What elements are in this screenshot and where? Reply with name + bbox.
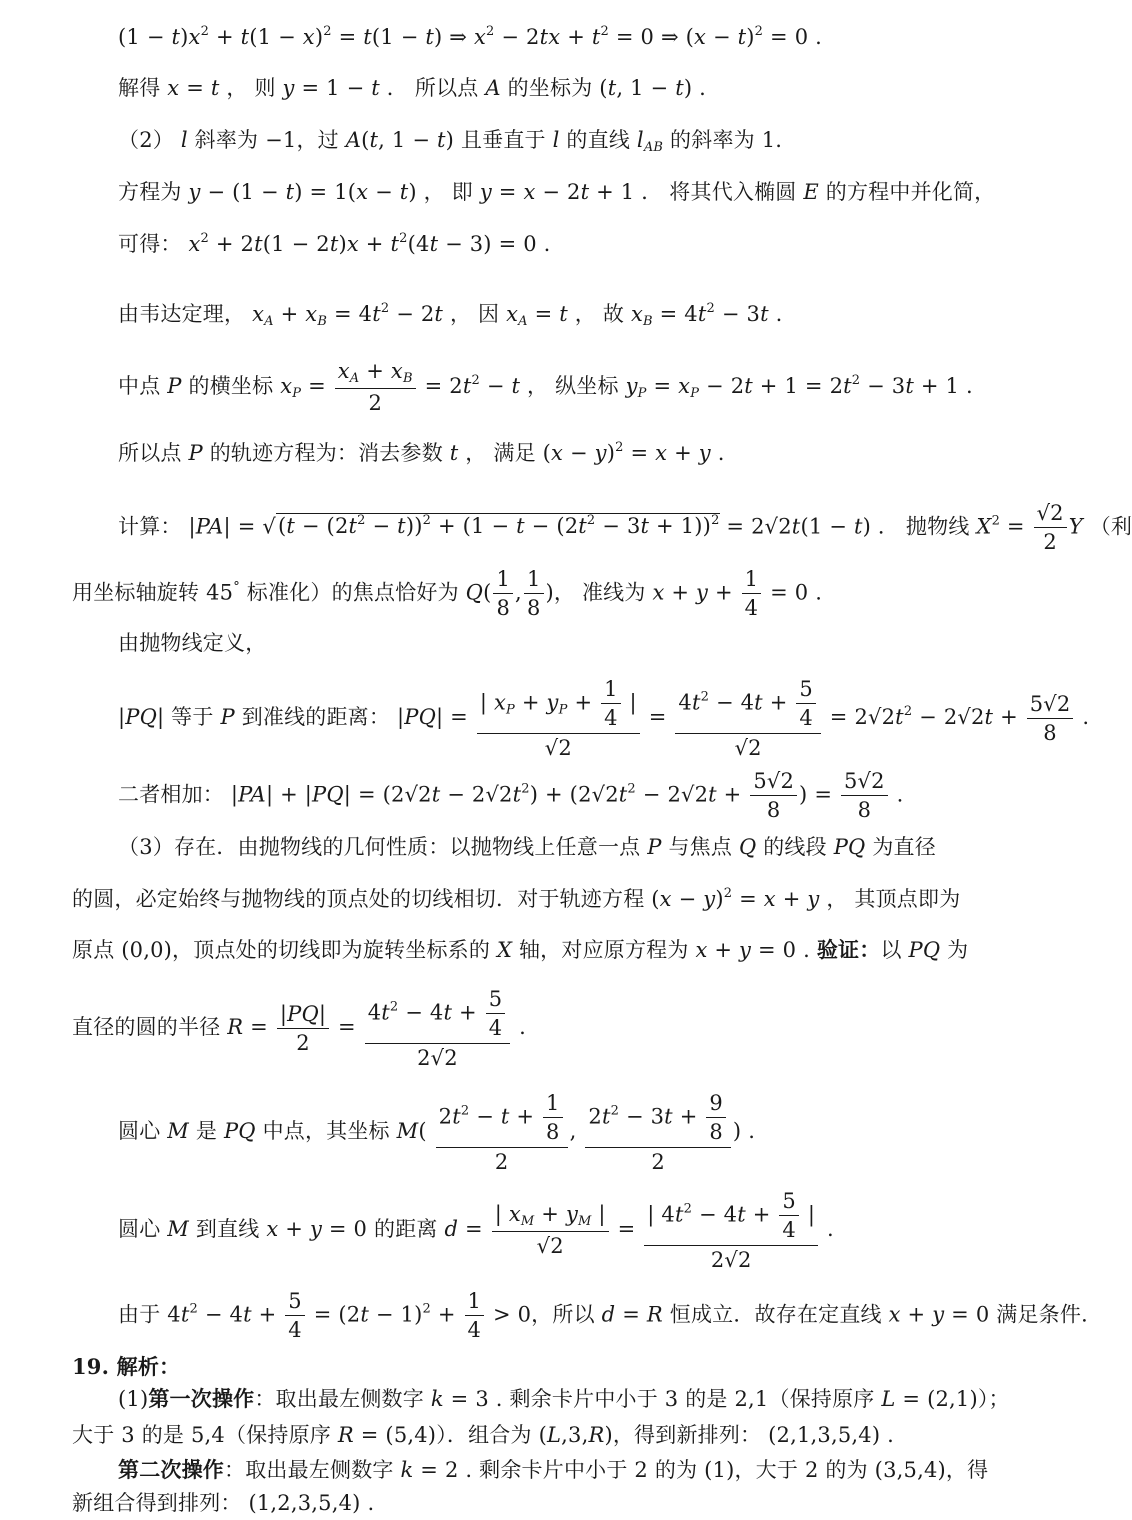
text-line: （3）存在．由抛物线的几何性质：以抛物线上任意一点 P 与焦点 Q 的线段 PQ 为直径 [118,835,936,859]
text-line: 的圆，必定始终与抛物线的顶点处的切线相切．对于轨迹方程 $(x - y)^2 = x + y$ ， 其顶点即为 [72,886,961,911]
text-line: 大于 3 的是 5,4（保持原序 R = (5,4)）．组合为 (L,3,R)，得到新排列： (2,1,3,5,4) . [72,1423,894,1447]
text-line: 所以点 P 的轨迹方程为：消去参数 t ， 满足 $(x - y)^2 = x + y$ . [118,440,725,465]
text-line: 原点 (0,0)，顶点处的切线即为旋转坐标系的 X 轴，对应原方程为 x + y = 0 . 验证：以 PQ 为 [72,937,969,962]
text-line: 由抛物线定义， [118,631,267,655]
text-line: 方程为 y − (1 − t) = 1(x − t) ， 即 y = x − 2t + 1 ． 将其代入椭圆 E 的方程中并化简， [118,180,996,204]
text-line: 第二次操作：取出最左侧数字 k = 2 . 剩余卡片中小于 2 的为 (1)，大于 2 的为 (3,5,4)，得 [118,1457,989,1482]
equation-line: $(1 - t)x^2 + t(1 - x)^2 = t(1 - t)$ ⇒ $x^2 - 2tx + t^2 = 0$ ⇒ $(x - t)^2 = 0$ . [118,24,823,49]
text-line: 由韦达定理， $x_A + x_B = 4t^2 - 2t$ ， 因 $x_A = t$ ， 故 $x_B = 4t^2 - 3t$ . [118,301,783,329]
text-line: 中点 P 的横坐标 $x_P$ = $\frac{x_A + x_B}{2}$ = $2t^2 - t$ ， 纵坐标 $y_P = x_P - 2t + 1 = 2t^2 - 3t + 1$ . [118,359,973,416]
text-line: 新组合得到排列： (1,2,3,5,4) . [72,1491,375,1515]
text-line: 圆心 M 到直线 x + y = 0 的距离 d = $\frac{| x_M + y_M |}{√2}$ = | $4t^2 - 4t$ + $\frac{5}{4}$ | 2√2 . [118,1189,834,1272]
text-line: 由于 $4t^2 - 4t$ + $\frac{5}{4}$ = $(2t - 1)^2$ + $\frac{1}{4}$ > 0，所以 d = R 恒成立．故存在定直线 x + y = 0 满足条件． [118,1289,1103,1343]
text-line: 二者相加： $|PA| + |PQ| = (2√2t - 2√2t^2) + (2√2t^2 - 2√2t$ + $\frac{5√2}{8}$ ) = $\frac{5√2}{8}$ . [118,769,904,823]
section-heading: 19. 解析： [72,1354,181,1379]
text-line: 直径的圆的半径 R = $\frac{|PQ|}{2}$ = $4t^2 - 4t$ + $\frac{5}{4}$ 2√2 . [72,987,527,1070]
text-line: 圆心 M 是 PQ 中点，其坐标 M( $2t^2 - t$ + $\frac{1}{8}$ 2 , $2t^2 - 3t$ + $\frac{9}{8}$ 2 ) . [118,1091,756,1174]
text-line: 可得： $x^2 + 2t(1 - 2t)x + t^2(4t - 3) = 0$ . [118,231,551,256]
text-line: (1)第一次操作：取出最左侧数字 k = 3 . 剩余卡片中小于 3 的是 2,1（保持原序 L = (2,1)）； [118,1386,1010,1411]
text-line: （2） l 斜率为 −1，过 A(t, 1 − t) 且垂直于 l 的直线 $l_{AB}$ 的斜率为 1. [118,128,783,155]
text-line: |PQ| 等于 P 到准线的距离： |PQ| = | $x_P + y_P$ + $\frac{1}{4}$ | √2 = $4t^2 - 4t$ + $\frac{5}{4}$ √2 = $2√2t^2 - 2√2t$ + $\frac{5√2}{8}$ . [118,677,1090,760]
text-line: 计算： $|PA| = √(t - (2t^2 - t))^2 + (1 - t - (2t^2 - 3t + 1))^2 = 2√2t(1 - t)$ ． 抛物线 $X^2$ = $\frac{√2}{2}$ Y （利 [118,501,1132,555]
text-line: 解得 x = t ， 则 y = 1 − t ． 所以点 A 的坐标为 (t, 1 − t) . [118,76,706,100]
text-line: 用坐标轴旋转 45° 标准化）的焦点恰好为 Q( $\frac{1}{8}$ , $\frac{1}{8}$ )， 准线为 x + y + $\frac{1}{4}$ = 0 . [72,567,823,621]
